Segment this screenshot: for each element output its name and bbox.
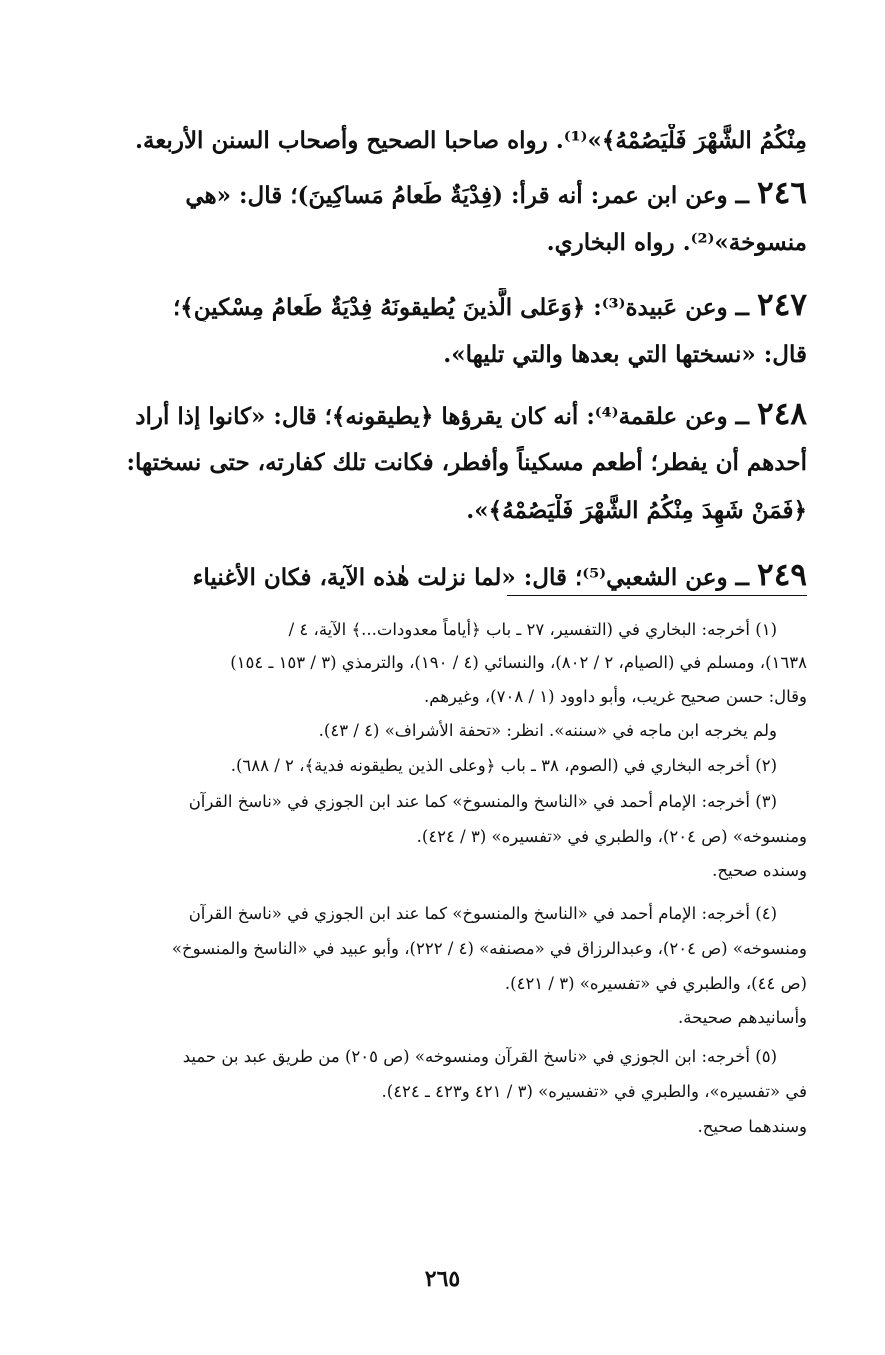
footnote-2: (٢) أخرجه البخاري في (الصوم، ٣٨ ـ باب ﴿وعلى الذين يطيقونه فدية﴾، ٢ / ٦٨٨). [230, 756, 777, 775]
footnote-4-line-2: ومنسوخه» (ص ٢٠٤)، وعبدالرزاق في «مصنفه» (٤ / ٢٢٢)، وأبو عبيد في «الناسخ والمنسوخ» [171, 939, 807, 958]
footnote-4-line-3: (ص ٤٤)، والطبري في «تفسيره» (٣ / ٤٢١). [504, 974, 807, 993]
footnote-3-line-1: (٣) أخرجه: الإمام أحمد في «الناسخ والمنسوخ» كما عند ابن الجوزي في «ناسخ القرآن [188, 792, 777, 811]
hadith-number-248: ٢٤٨ [757, 397, 807, 431]
hadith-246-line-2: منسوخة»⁽²⁾. رواه البخاري. [546, 229, 807, 256]
hadith-number-247: ٢٤٧ [757, 288, 807, 322]
footnote-3-line-3: وسنده صحيح. [712, 861, 807, 880]
hadith-247-line-1 [77, 288, 807, 322]
footnote-separator [507, 595, 807, 596]
hadith-247-text: ــ وعن عَبيدة⁽³⁾: ﴿وَعَلى الَّذينَ يُطيقونَهُ فِدْيَةٌ طَعامُ مِسْكينٍ﴾؛ [173, 294, 758, 321]
hadith-number-246: ٢٤٦ [757, 176, 807, 210]
hadith-248-line-2: أحدهم أن يفطر؛ أطعم مسكيناً وأفطر، فكانت تلك كفارته، حتى نسختها: [126, 449, 807, 476]
hadith-246-text: ــ وعن ابن عمر: أنه قرأ: (فِدْيَةٌ طَعامُ مَساكِينَ)؛ قال: «هي [185, 182, 758, 209]
footnote-4-line-1: (٤) أخرجه: الإمام أحمد في «الناسخ والمنسوخ» كما عند ابن الجوزي في «ناسخ القرآن [188, 904, 777, 923]
hadith-249-line-1 [77, 558, 807, 592]
footnote-1-line-3: وقال: حسن صحيح غريب، وأبو داوود (١ / ٧٠٨)، وغيرهم. [424, 687, 807, 706]
page-number: ٢٦٥ [424, 1266, 461, 1292]
main-line-1: مِنْكُمُ الشَّهْرَ فَلْيَصُمْهُ﴾»⁽¹⁾. رواه صاحبا الصحيح وأصحاب السنن الأربعة. [135, 127, 807, 154]
hadith-247-line-2: قال: «نسختها التي بعدها والتي تليها». [443, 341, 807, 368]
footnote-5-line-3: وسندهما صحيح. [697, 1117, 807, 1136]
hadith-249-text: ــ وعن الشعبي⁽⁵⁾؛ قال: «لما نزلت هٰذه الآية، فكان الأغنياء [192, 564, 758, 591]
footnote-1-line-1: (١) أخرجه: البخاري في (التفسير، ٢٧ ـ باب ﴿أياماً معدودات...﴾ الآية، ٤ / [288, 620, 777, 639]
footnote-5-line-2: في «تفسيره»، والطبري في «تفسيره» (٣ / ٤٢١ و٤٢٣ ـ ٤٢٤). [381, 1082, 807, 1101]
hadith-248-line-1 [77, 397, 807, 431]
hadith-248-text: ــ وعن علقمة⁽⁴⁾: أنه كان يقرؤها ﴿يطيقونه﴾؛ قال: «كانوا إذا أراد [135, 403, 758, 430]
footnote-4-line-4: وأسانيدهم صحيحة. [678, 1008, 807, 1027]
hadith-248-line-3: ﴿فَمَنْ شَهِدَ مِنْكُمُ الشَّهْرَ فَلْيَصُمْهُ﴾». [466, 497, 807, 524]
footnote-1-line-4: ولم يخرجه ابن ماجه في «سننه». انظر: «تحفة الأشراف» (٤ / ٤٣). [318, 721, 777, 740]
footnote-5-line-1: (٥) أخرجه: ابن الجوزي في «ناسخ القرآن ومنسوخه» (ص ٢٠٥) من طريق عبد بن حميد [182, 1047, 777, 1066]
footnote-3-line-2: ومنسوخه» (ص ٢٠٤)، والطبري في «تفسيره» (٣ / ٤٢٤). [416, 827, 807, 846]
hadith-number-249: ٢٤٩ [757, 558, 807, 592]
footnote-1-line-2: ١٦٣٨)، ومسلم في (الصيام، ٢ / ٨٠٢)، والنسائي (٤ / ١٩٠)، والترمذي (٣ / ١٥٣ ـ ١٥٤) [230, 653, 807, 672]
hadith-246-line-1 [77, 176, 807, 210]
